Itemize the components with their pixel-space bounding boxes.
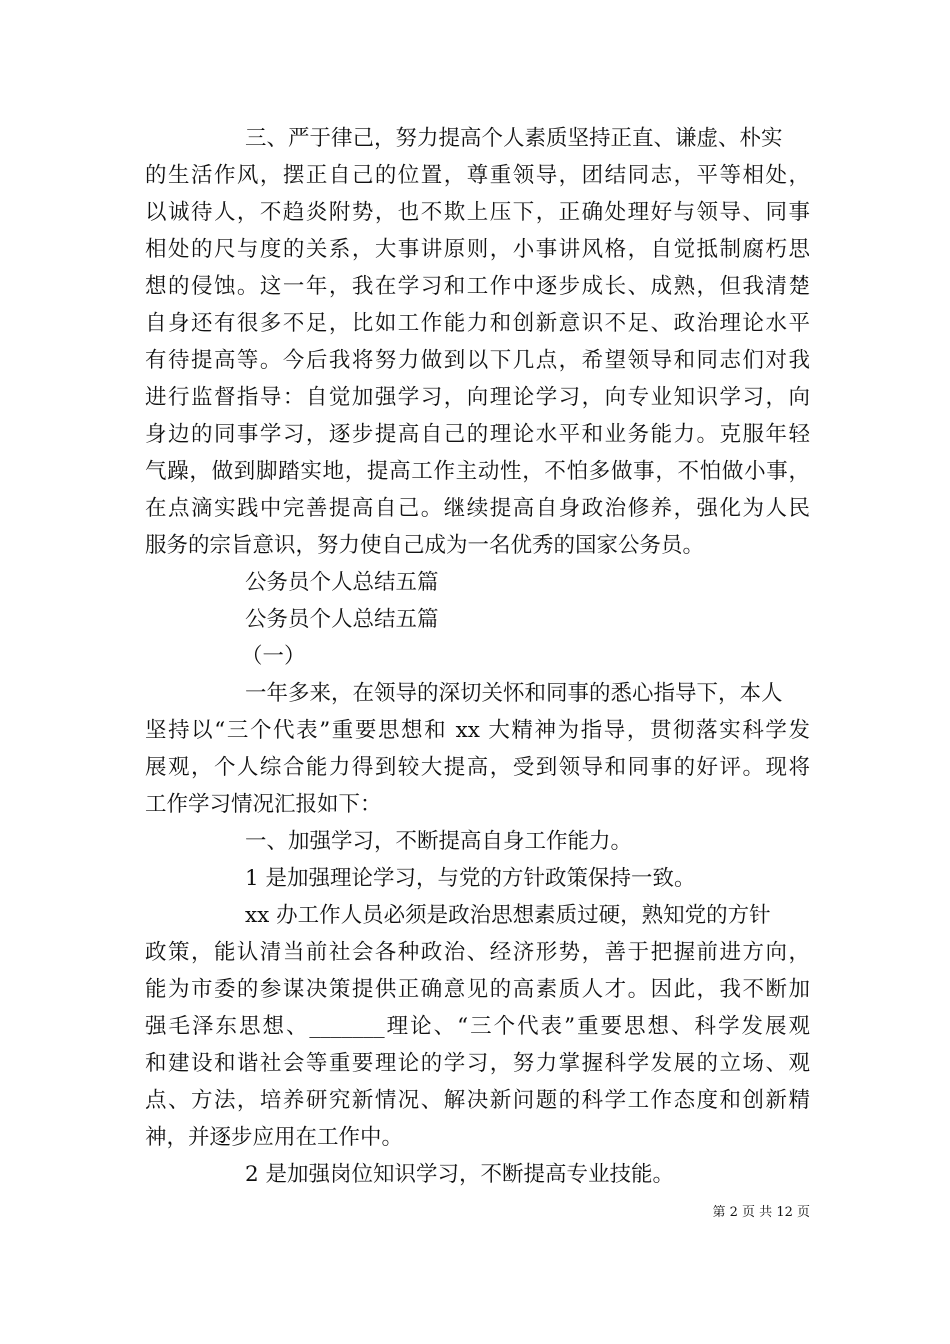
paragraph-line-1: 三、严于律己，努力提高个人素质坚持正直、谦虚、朴实 xyxy=(245,126,783,151)
paragraph-line-10: 气躁，做到脚踏实地，提高工作主动性，不怕多做事，不怕做小事， xyxy=(145,459,810,484)
page-number-footer: 第 2 页 共 12 页 xyxy=(712,1205,810,1220)
paragraph-line-8: 进行监督指导：自觉加强学习，向理论学习，向专业知识学习，向 xyxy=(145,385,810,410)
paragraph-line-6: 自身还有很多不足，比如工作能力和创新意识不足、政治理论水平 xyxy=(145,311,810,336)
paragraph-line-23: 政策，能认清当前社会各种政治、经济形势，善于把握前进方向， xyxy=(145,940,810,965)
paragraph-line-11: 在点滴实践中完善提高自己。继续提高自身政治修养，强化为人民 xyxy=(145,496,810,521)
paragraph-line-9: 身边的同事学习，逐步提高自己的理论水平和业务能力。克服年轻 xyxy=(145,422,810,447)
paragraph-line-4: 相处的尺与度的关系，大事讲原则，小事讲风格，自觉抵制腐朽思 xyxy=(145,237,810,262)
paragraph-line-7: 有待提高等。今后我将努力做到以下几点，希望领导和同志们对我 xyxy=(145,348,810,373)
heading-one: 一、加强学习，不断提高自身工作能力。 xyxy=(245,829,633,854)
section-title: 公务员个人总结五篇 xyxy=(245,570,439,595)
section-subtitle: 公务员个人总结五篇 xyxy=(245,607,439,632)
paragraph-line-17: 坚持以“三个代表”重要思想和 xx 大精神为指导，贯彻落实科学发 xyxy=(145,718,810,743)
paragraph-line-26: 和建设和谐社会等重要理论的学习，努力掌握科学发展的立场、观 xyxy=(145,1051,810,1076)
paragraph-line-19: 工作学习情况汇报如下： xyxy=(145,792,382,817)
paragraph-line-16: 一年多来，在领导的深切关怀和同事的悉心指导下，本人 xyxy=(245,681,783,706)
paragraph-line-2: 的生活作风，摆正自己的位置，尊重领导，团结同志，平等相处， xyxy=(145,163,810,188)
paragraph-line-5: 想的侵蚀。这一年，我在学习和工作中逐步成长、成熟，但我清楚 xyxy=(145,274,810,299)
paragraph-line-24: 能为市委的参谋决策提供正确意见的高素质人才。因此，我不断加 xyxy=(145,977,810,1002)
paragraph-line-18: 展观，个人综合能力得到较大提高，受到领导和同事的好评。现将 xyxy=(145,755,810,780)
paragraph-line-12: 服务的宗旨意识，努力使自己成为一名优秀的国家公务员。 xyxy=(145,533,705,558)
subheading-one: 1 是加强理论学习，与党的方针政策保持一致。 xyxy=(245,866,696,891)
paragraph-line-3: 以诚待人，不趋炎附势，也不欺上压下，正确处理好与领导、同事 xyxy=(145,200,810,225)
paragraph-line-22: xx 办工作人员必须是政治思想素质过硬，熟知党的方针 xyxy=(245,903,771,928)
part-number: （一） xyxy=(241,644,306,669)
subheading-two: 2 是加强岗位知识学习，不断提高专业技能。 xyxy=(245,1162,675,1187)
paragraph-line-25: 强毛泽东思想、_______理论、“三个代表”重要思想、科学发展观 xyxy=(145,1014,810,1039)
paragraph-line-28: 神，并逐步应用在工作中。 xyxy=(145,1125,404,1150)
paragraph-line-27: 点、方法，培养研究新情况、解决新问题的科学工作态度和创新精 xyxy=(145,1088,810,1113)
